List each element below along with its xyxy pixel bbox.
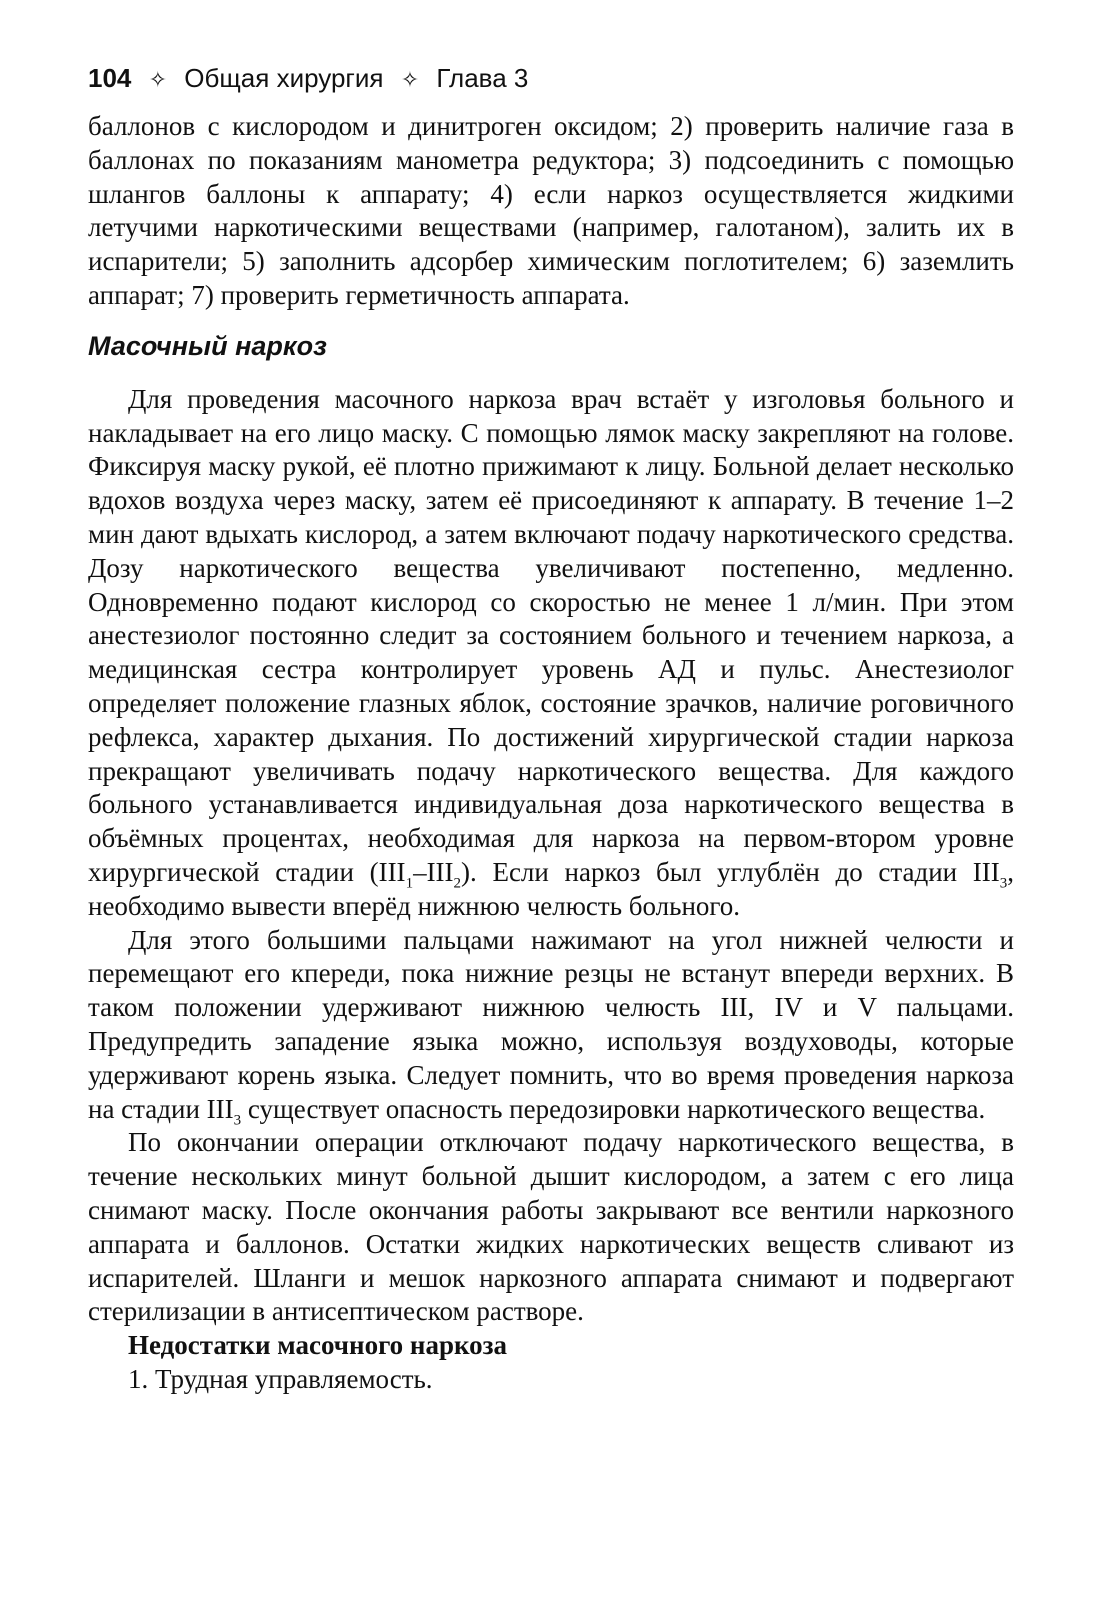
separator-diamond-icon: ✧: [148, 67, 168, 92]
paragraph-text: –III: [413, 856, 454, 887]
running-head: [88, 58, 1014, 100]
paragraph-text: существует опасность передозировки наркотического вещества.: [241, 1093, 986, 1124]
subscript: 1: [405, 875, 414, 892]
paragraph-text: , необходимо вывести вперёд нижнюю челюсть больного.: [88, 856, 1015, 921]
paragraph-text: Для проведения масочного наркоза врач встаёт у изголовья больного и накладывает на его лицо маску. С помощью лямок маску закрепляют на голове. Фиксируя маску рукой, её плотно прижимают к лицу. Больной делает несколько вдохов воздуха через маску, затем её присоединяют к аппарату. В течение 1–2 мин дают вдыхать кислород, а затем включают подачу наркотического средства. Дозу наркотического вещества увеличивают постепенно, медленно. Одновременно подают кислород со скоростью не менее 1 л/мин. При этом анестезиолог постоянно следит за состоянием больного и течением наркоза, а медицинская сестра контролирует уровень АД и пульс. Анестезиолог определяет положение глазных яблок, состояние зрачков, наличие роговичного рефлекса, характер дыхания. По достижений хирургической стадии наркоза прекращают увеличивать подачу наркотического вещества. Для каждого больного устанавливается индивидуальная доза наркотического вещества в объёмных процентах, необходимая для наркоза на первом-втором уровне хирургической стадии (III: [88, 383, 1014, 887]
subscript: 3: [999, 875, 1008, 892]
paragraph-procedure: [88, 383, 1014, 924]
subheading-disadvantages: Недостатки масочного наркоза: [128, 1330, 508, 1361]
page: [88, 58, 1014, 1397]
page-number: 104: [88, 63, 132, 93]
paragraph-end-of-operation: По окончании операции отключают подачу наркотического вещества, в течение нескольких минут больной дышит кислородом, а затем с его лица снимают маску. После окончания работы закрывают все вентили наркозного аппарата и баллонов. Остатки жидких наркотических веществ сливают из испарителей. Шланги и мешок наркозного аппарата снимают и подвергают стерилизации в антисептическом растворе.: [88, 1127, 1014, 1327]
separator-diamond-icon: ✧: [400, 67, 420, 92]
paragraph-text: Для этого большими пальцами нажимают на угол нижней челюсти и перемещают его кпереди, пока нижние резцы не встанут впереди верхних. В таком положении удерживают нижнюю челюсть III, IV и V пальцами. Предупредить западение языка можно, используя воздуховоды, которые удерживают корень языка. Следует помнить, что во время проведения наркоза на стадии III: [88, 924, 1014, 1124]
section-heading: Масочный наркоз: [88, 330, 327, 361]
subscript: 2: [453, 875, 462, 892]
book-title: Общая хирургия: [184, 63, 384, 93]
chapter-label: Глава 3: [436, 63, 529, 93]
paragraph-text: ). Если наркоз был углублён до стадии III: [461, 856, 1000, 887]
list-item: 1. Трудная управляемость.: [128, 1363, 433, 1394]
paragraph-continuation: баллонов с кислородом и динитроген оксидом; 2) проверить наличие газа в баллонах по показаниям манометра редуктора; 3) подсоединить с помощью шлангов баллоны к аппарату; 4) если наркоз осуществляется жидкими летучими наркотическими веществами (например, галотаном), залить их в испарители; 5) заполнить адсорбер химическим поглотителем; 6) заземлить аппарат; 7) проверить герметичность аппарата.: [88, 111, 1014, 310]
paragraph-jaw: [88, 924, 1014, 1127]
subscript: 3: [233, 1111, 242, 1128]
